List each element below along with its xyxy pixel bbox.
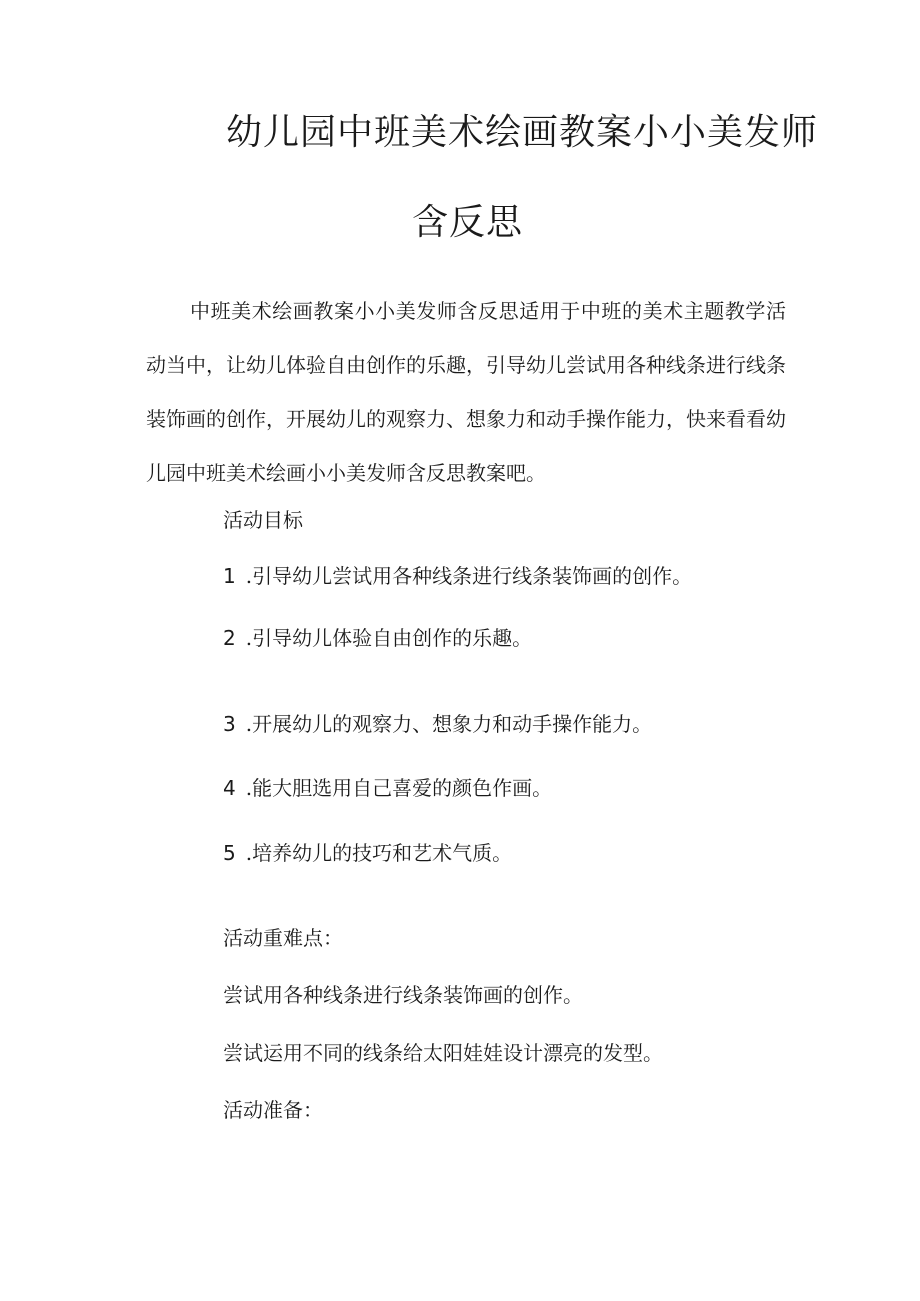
document-title-line-1: 幼儿园中班美术绘画教案小小美发师 (226, 112, 819, 153)
goal-text: .引导幼儿体验自由创作的乐趣。 (245, 626, 533, 650)
goal-number: 3 (223, 712, 236, 736)
key-point-item: 尝试运用不同的线条给太阳娃娃设计漂亮的发型。 (223, 1041, 663, 1065)
goal-text: .能大胆选用自己喜爱的颜色作画。 (245, 776, 553, 800)
goal-item (223, 843, 512, 863)
goal-number: 5 (223, 841, 236, 865)
goals-heading: 活动目标 (223, 508, 303, 532)
goal-number: 4 (223, 776, 236, 800)
preparation-heading: 活动准备： (223, 1098, 323, 1122)
goal-text: .引导幼儿尝试用各种线条进行线条装饰画的创作。 (245, 564, 693, 588)
document-title-line-2: 含反思 (412, 202, 524, 243)
goal-text: .开展幼儿的观察力、想象力和动手操作能力。 (245, 712, 653, 736)
goal-item (223, 628, 532, 648)
goal-number: 2 (223, 626, 236, 650)
goal-item (223, 778, 552, 798)
goal-item (223, 714, 652, 734)
goal-item (223, 566, 692, 586)
goal-number: 1 (223, 564, 236, 588)
key-points-heading: 活动重难点： (223, 926, 343, 950)
intro-paragraph: 中班美术绘画教案小小美发师含反思适用于中班的美术主题教学活动当中，让幼儿体验自由创作的乐趣，引导幼儿尝试用各种线条进行线条装饰画的创作，开展幼儿的观察力、想象力和动手操作能力，快来看看幼儿园中班美术绘画小小美发师含反思教案吧。 (146, 299, 786, 485)
goal-text: .培养幼儿的技巧和艺术气质。 (245, 841, 513, 865)
key-point-item: 尝试用各种线条进行线条装饰画的创作。 (223, 983, 583, 1007)
